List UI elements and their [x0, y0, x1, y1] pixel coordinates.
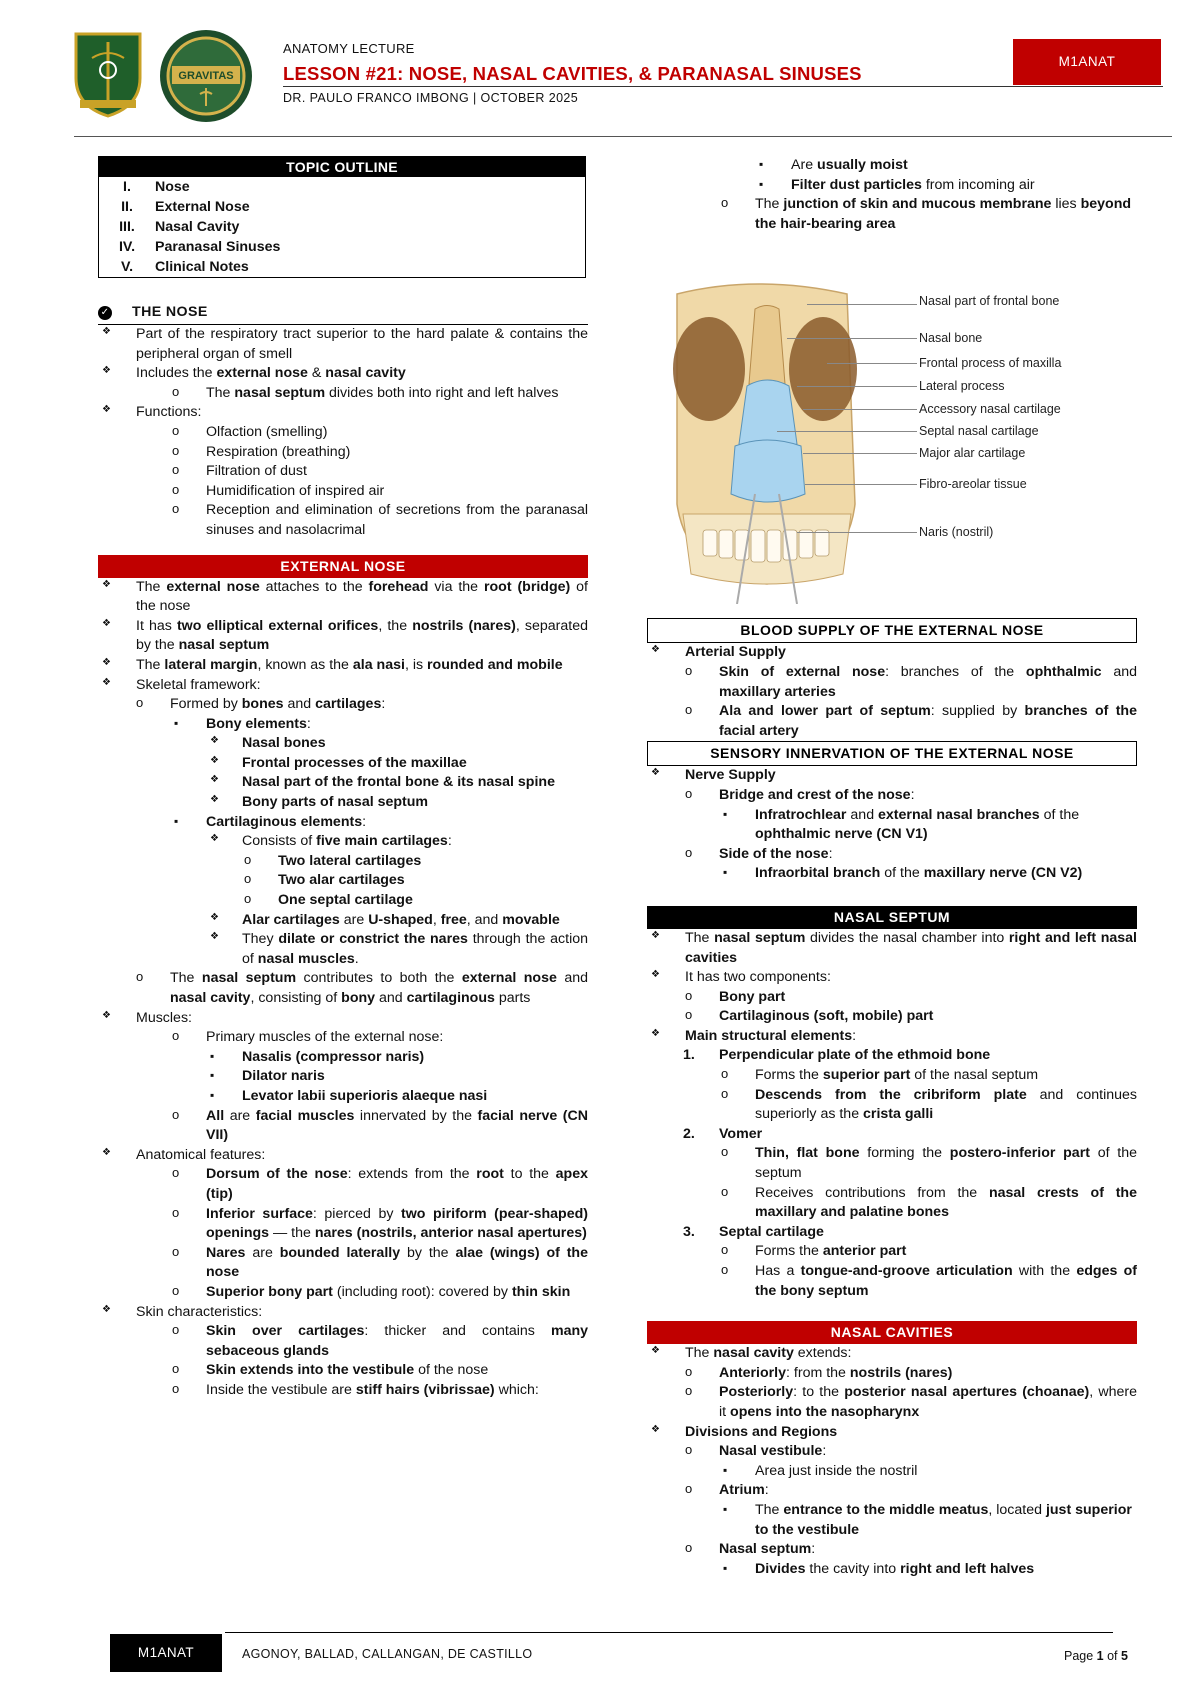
- nose-list: [98, 325, 588, 384]
- list-item: o Nasal septum:: [683, 1540, 1137, 1560]
- list-item: o Has a tongue-and-groove articulation with the edges of the bony septum: [719, 1262, 1137, 1301]
- list-item: ❖ They dilate or constrict the nares through the action of nasal muscles.: [206, 930, 588, 969]
- list-item: ▪ Filter dust particles from incoming air: [755, 176, 1137, 196]
- figure-label: Nasal bone: [919, 331, 983, 346]
- figure-label: Nasal part of frontal bone: [919, 294, 1060, 309]
- list-item: ❖ Bony parts of nasal septum: [206, 793, 588, 813]
- header-rule: [74, 136, 1172, 137]
- leader-line: [803, 453, 917, 454]
- leader-line: [827, 363, 917, 364]
- list-item: ❖ It has two elliptical external orifices, the nostrils (nares), separated by the nasal septum: [98, 617, 588, 656]
- list-item: ▪ Infraorbital branch of the maxillary nerve (CN V2): [719, 864, 1137, 884]
- list-item: o Skin over cartilages: thicker and contains many sebaceous glands: [170, 1322, 588, 1361]
- list-item: ❖ Part of the respiratory tract superior to the hard palate & contains the peripheral organ of smell: [98, 325, 588, 364]
- list-item: o Bridge and crest of the nose:: [683, 786, 1137, 806]
- list-item: ▪ Divides the cavity into right and left halves: [719, 1560, 1137, 1580]
- list-item: ❖ Includes the external nose & nasal cavity: [98, 364, 588, 384]
- page-indicator: Page 1 of 5: [1064, 1649, 1128, 1663]
- list-item: o Descends from the cribriform plate and continues superiorly as the crista galli: [719, 1086, 1137, 1125]
- list-item: o Nares are bounded laterally by the alae (wings) of the nose: [170, 1244, 588, 1283]
- list-item: ▪ Cartilaginous elements:: [170, 813, 588, 833]
- list-item: ▪ Are usually moist: [755, 156, 1137, 176]
- figure-label: Accessory nasal cartilage: [919, 402, 1061, 417]
- external-nose-figure: [647, 274, 1137, 604]
- list-item: ❖ Arterial Supply: [647, 643, 1137, 663]
- list-item: o Nasal vestibule:: [683, 1442, 1137, 1462]
- list-item: ❖ Nerve Supply: [647, 766, 1137, 786]
- list-item: ▪ Infratrochlear and external nasal branches of the ophthalmic nerve (CN V1): [719, 806, 1137, 845]
- list-item: o Receives contributions from the nasal crests of the maxillary and palatine bones: [719, 1184, 1137, 1223]
- list-item: o The junction of skin and mucous membrane lies beyond the hair-bearing area: [719, 195, 1137, 234]
- list-item: ❖ The nasal septum divides the nasal chamber into right and left nasal cavities: [647, 929, 1137, 968]
- figure-label: Frontal process of maxilla: [919, 356, 1062, 371]
- list-item: 2. Vomer: [683, 1125, 763, 1142]
- section-nasal-septum: NASAL SEPTUM: [647, 906, 1137, 929]
- list-item: o Cartilaginous (soft, mobile) part: [683, 1007, 1137, 1027]
- list-item: o One septal cartilage: [242, 891, 588, 911]
- outline-item: I. Nose: [123, 179, 190, 195]
- list-item: o Respiration (breathing): [170, 443, 588, 463]
- check-circle-icon: ✓: [98, 306, 112, 320]
- list-item: o Filtration of dust: [170, 462, 588, 482]
- outline-item: II. External Nose: [121, 199, 250, 215]
- list-item: ❖ Anatomical features:: [98, 1146, 588, 1166]
- list-item: ▪ Bony elements:: [170, 715, 588, 735]
- section-the-nose: ✓ THE NOSE: [98, 302, 588, 324]
- lesson-title: LESSON #21: NOSE, NASAL CAVITIES, & PARANASAL SINUSES: [283, 63, 862, 84]
- list-item: ❖ Nasal part of the frontal bone & its nasal spine: [206, 773, 588, 793]
- leader-line: [805, 484, 917, 485]
- list-item: o The nasal septum contributes to both the external nose and nasal cavity, consisting of bony and cartilaginous parts: [134, 969, 588, 1008]
- list-item: o Thin, flat bone forming the postero-inferior part of the septum: [719, 1144, 1137, 1183]
- list-item: ❖ Muscles:: [98, 1009, 588, 1029]
- left-column: [98, 156, 588, 1400]
- list-item: o Forms the superior part of the nasal septum: [719, 1066, 1137, 1086]
- list-item: ❖ Divisions and Regions: [647, 1423, 1137, 1443]
- list-item: ❖ Skeletal framework:: [98, 676, 588, 696]
- list-item: o Side of the nose:: [683, 845, 1137, 865]
- list-item: o Formed by bones and cartilages:: [134, 695, 588, 715]
- list-item: o Reception and elimination of secretions from the paranasal sinuses and nasolacrimal: [170, 501, 588, 540]
- skull-nose-illustration: [647, 274, 1137, 604]
- section-nasal-cavities: NASAL CAVITIES: [647, 1321, 1137, 1344]
- section-external-nose: EXTERNAL NOSE: [98, 555, 588, 578]
- topic-outline: [98, 156, 586, 278]
- list-item: 1. Perpendicular plate of the ethmoid bone: [683, 1047, 991, 1064]
- section-blood-supply: BLOOD SUPPLY OF THE EXTERNAL NOSE: [647, 618, 1137, 643]
- figure-label: Septal nasal cartilage: [919, 424, 1039, 439]
- leader-line: [807, 304, 917, 305]
- list-item: o Inside the vestibule are stiff hairs (vibrissae) which:: [170, 1381, 588, 1401]
- leader-line: [797, 386, 917, 387]
- list-item: 3. Septal cartilage: [683, 1223, 824, 1240]
- outline-item: V. Clinical Notes: [120, 259, 249, 275]
- author-date: DR. PAULO FRANCO IMBONG | OCTOBER 2025: [283, 91, 579, 105]
- gravitas-seal-logo: [158, 28, 254, 124]
- leader-line: [777, 431, 917, 432]
- course-badge: M1ANAT: [1013, 39, 1161, 85]
- list-item: o Dorsum of the nose: extends from the root to the apex (tip): [170, 1165, 588, 1204]
- list-item: ❖ The external nose attaches to the forehead via the root (bridge) of the nose: [98, 578, 588, 617]
- list-item: ❖ The nasal cavity extends:: [647, 1344, 1137, 1364]
- list-item: ❖ The lateral margin, known as the ala nasi, is rounded and mobile: [98, 656, 588, 676]
- right-column: [647, 156, 1137, 1579]
- list-item: o Ala and lower part of septum: supplied by branches of the facial artery: [683, 702, 1137, 741]
- school-shield-logo: [72, 28, 144, 118]
- list-item: o The nasal septum divides both into right and left halves: [170, 384, 588, 404]
- list-item: o Humidification of inspired air: [170, 482, 588, 502]
- list-item: ❖ Alar cartilages are U-shaped, free, and movable: [206, 911, 588, 931]
- topic-outline-title: TOPIC OUTLINE: [99, 157, 585, 177]
- list-item: ▪ Area just inside the nostril: [719, 1462, 1137, 1482]
- list-item: o Inferior surface: pierced by two piriform (pear-shaped) openings — the nares (nostrils, anterior nasal apertures): [170, 1205, 588, 1244]
- list-item: ❖ It has two components:: [647, 968, 1137, 988]
- list-item: o Bony part: [683, 988, 1137, 1008]
- list-item: o Skin extends into the vestibule of the nose: [170, 1361, 588, 1381]
- list-item: ▪ Levator labii superioris alaeque nasi: [206, 1087, 588, 1107]
- list-item: ❖ Main structural elements:: [647, 1027, 1137, 1047]
- list-item: ▪ The entrance to the middle meatus, located just superior to the vestibule: [719, 1501, 1137, 1540]
- list-item: o Atrium:: [683, 1481, 1137, 1501]
- svg-text:GRAVITAS: GRAVITAS: [178, 70, 234, 82]
- course-label: ANATOMY LECTURE: [283, 41, 415, 56]
- list-item: ▪ Dilator naris: [206, 1067, 588, 1087]
- list-item: ❖ Functions:: [98, 403, 588, 423]
- list-item: o All are facial muscles innervated by the facial nerve (CN VII): [170, 1107, 588, 1146]
- section-sensory-innervation: SENSORY INNERVATION OF THE EXTERNAL NOSE: [647, 741, 1137, 766]
- footer-badge: M1ANAT: [110, 1634, 222, 1672]
- figure-label: Fibro-areolar tissue: [919, 477, 1027, 492]
- footer-rule: [225, 1632, 1113, 1633]
- list-item: ▪ Nasalis (compressor naris): [206, 1048, 588, 1068]
- list-item: o Primary muscles of the external nose:: [170, 1028, 588, 1048]
- leader-line: [787, 338, 917, 339]
- list-item: o Two lateral cartilages: [242, 852, 588, 872]
- figure-label: Major alar cartilage: [919, 446, 1026, 461]
- list-item: o Forms the anterior part: [719, 1242, 1137, 1262]
- list-item: o Posteriorly: to the posterior nasal apertures (choanae), where it opens into the nasopharynx: [683, 1383, 1137, 1422]
- outline-item: IV. Paranasal Sinuses: [118, 239, 281, 255]
- list-item: o Olfaction (smelling): [170, 423, 588, 443]
- list-item: ❖ Frontal processes of the maxillae: [206, 754, 588, 774]
- list-item: ❖ Consists of five main cartilages:: [206, 832, 588, 852]
- header-divider: [283, 86, 1163, 87]
- outline-item: III. Nasal Cavity: [119, 219, 240, 235]
- list-item: o Skin of external nose: branches of the ophthalmic and maxillary arteries: [683, 663, 1137, 702]
- figure-label: Naris (nostril): [919, 525, 994, 540]
- footer-authors: AGONOY, BALLAD, CALLANGAN, DE CASTILLO: [242, 1647, 533, 1661]
- leader-line: [797, 532, 917, 533]
- list-item: ❖ Nasal bones: [206, 734, 588, 754]
- list-item: o Superior bony part (including root): covered by thin skin: [170, 1283, 588, 1303]
- list-item: o Anteriorly: from the nostrils (nares): [683, 1364, 1137, 1384]
- list-item: o Two alar cartilages: [242, 871, 588, 891]
- figure-label: Lateral process: [919, 379, 1005, 394]
- leader-line: [803, 409, 917, 410]
- list-item: ❖ Skin characteristics:: [98, 1303, 588, 1323]
